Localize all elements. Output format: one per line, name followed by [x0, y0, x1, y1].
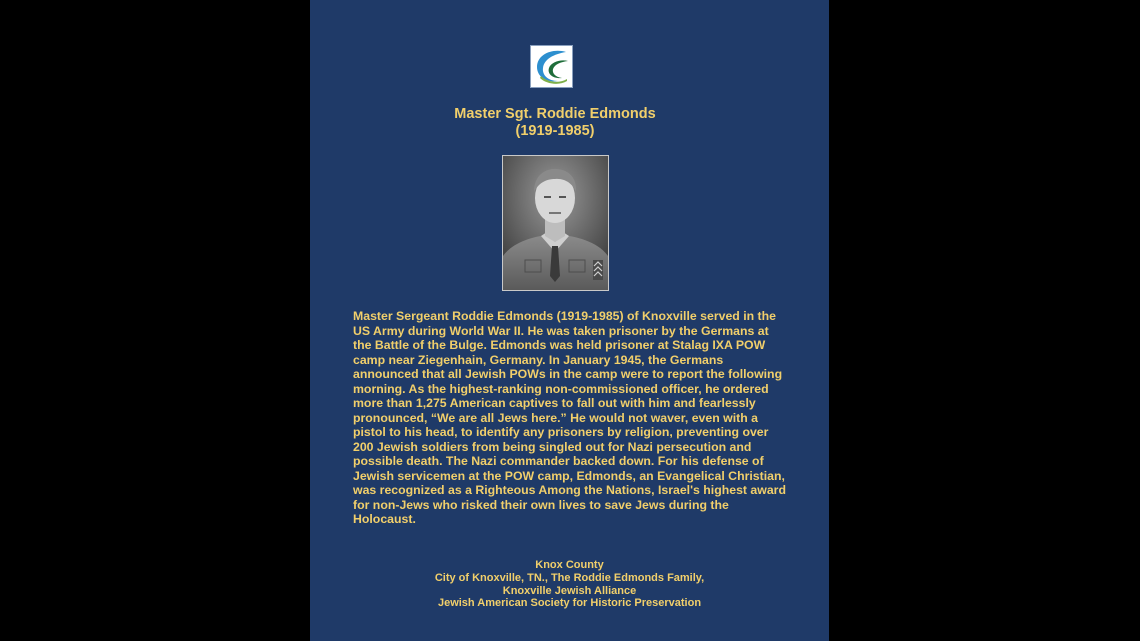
plaque-title	[310, 106, 800, 140]
credit-line: Jewish American Society for Historic Preservation	[437, 597, 702, 610]
knox-county-logo-icon	[530, 45, 573, 88]
credit-line: Knoxville Jewish Alliance	[502, 584, 637, 597]
plaque-credits	[310, 559, 829, 610]
memorial-plaque	[310, 0, 829, 641]
biography-text: Master Sergeant Roddie Edmonds (1919-1985) of Knoxville served in the US Army during World War II. He was taken prisoner by the Germans at the Battle of the Bulge. Edmonds was held prisoner at Stalag IXA POW camp near Ziegenhain, Germany. In January 1945, the Germans announced that all Jewish POWs in the camp were to report the following morning. As the highest-ranking non-commissioned officer, he ordered more than 1,275 American captives to fall out with him and fearlessly pronounced, “We are all Jews here.” He would not waver, even with a pistol to his head, to identify any prisoners by religion, preventing over 200 Jewish soldiers from being singled out for Nazi persecution and possible death. The Nazi commander backed down. For his defense of Jewish servicemen at the POW camp, Edmonds, an Evangelical Christian, was recognized as a Righteous Among the Nations, Israel's highest award for non-Jews who risked their own lives to save Jews during the Holocaust.	[353, 309, 786, 526]
title-years: (1919-1985)	[515, 123, 595, 139]
title-name: Master Sgt. Roddie Edmonds	[454, 106, 656, 122]
credit-line: Knox County	[535, 559, 604, 571]
portrait-photo	[502, 155, 609, 291]
credit-line: City of Knoxville, TN., The Roddie Edmonds Family,	[434, 571, 705, 584]
